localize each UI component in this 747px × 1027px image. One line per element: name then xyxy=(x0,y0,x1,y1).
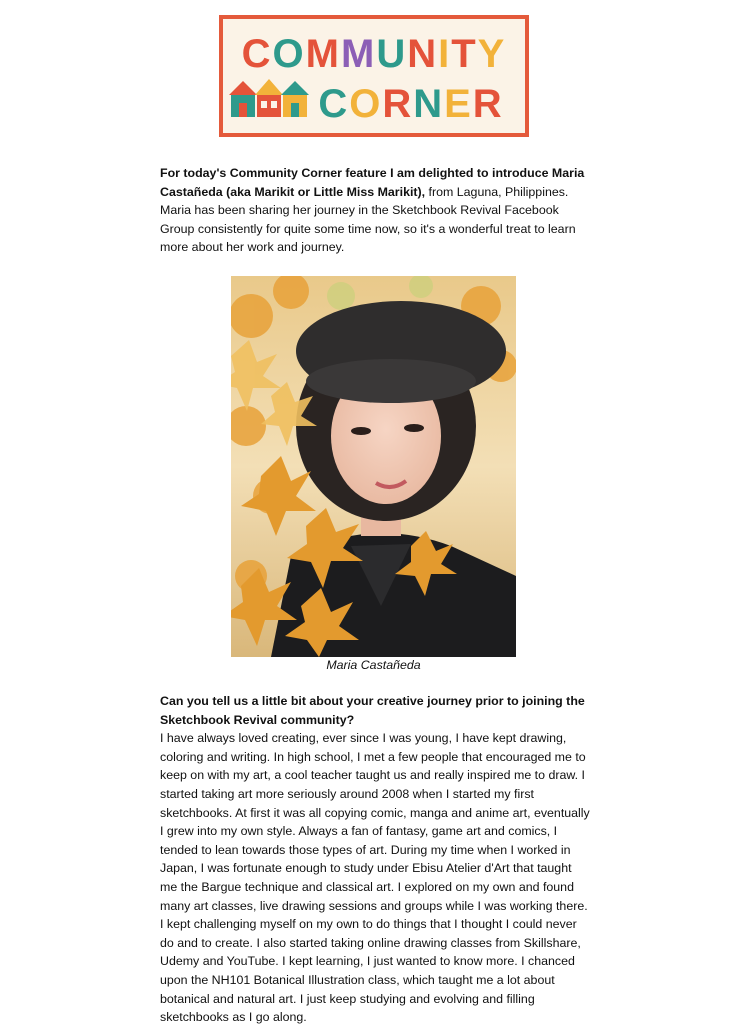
photo-caption: Maria Castañeda xyxy=(326,658,421,672)
qa-section xyxy=(160,692,592,1027)
intro-bold: For today's Community Corner feature I am delighted to introduce Maria Castañeda (aka Marikit or Little Miss Marikit), xyxy=(160,166,585,199)
portrait-image xyxy=(231,276,516,657)
logo-line-2: CORNER xyxy=(318,82,504,126)
question-text: Can you tell us a little bit about your creative journey prior to joining the Sketchbook Revival community? xyxy=(160,694,585,727)
houses-icon xyxy=(229,79,309,117)
intro-paragraph xyxy=(160,164,592,257)
answer-text: I have always loved creating, ever since I was young, I have kept drawing, coloring and writing. In high school, I met a few people that encouraged me to keep on with my art, a cool teacher taught us and really inspired me to draw. I started taking art more seriously around 2008 when I started my first sketchbooks. At first it was all copying comic, manga and anime art, eventually I grew into my own style. Always a fan of fantasy, game art and comics, I tended to lean towards those types of art. During my time when I worked in Japan, I was fortunate enough to study under Ebisu Atelier d'Art that taught me the Bargue technique and classical art. I explored on my own and found many art classes, live drawing sessions and groups while I was working there. I kept challenging myself on my own to do things that I thought I could never do and to create. I also started taking online drawing classes from Skillshare, Udemy and YouTube. I kept learning, I just wanted to know more. I chanced upon the NH101 Botanical Illustration class, which taught me a lot about botanical and natural art. I just keep studying and evolving and filling sketchbooks as I go along. xyxy=(160,731,590,1025)
logo-artwork xyxy=(223,19,525,133)
logo-line-1: COMMUNITY xyxy=(241,32,507,76)
intro-section xyxy=(160,164,592,257)
intro-rest: from Laguna, Philippines. Maria has been sharing her journey in the Sketchbook Revival Facebook Group consistently for quite some time now, so it's a wonderful treat to learn more about her work and journey. xyxy=(160,184,576,255)
portrait-photo xyxy=(231,276,516,657)
community-corner-logo xyxy=(219,15,529,137)
